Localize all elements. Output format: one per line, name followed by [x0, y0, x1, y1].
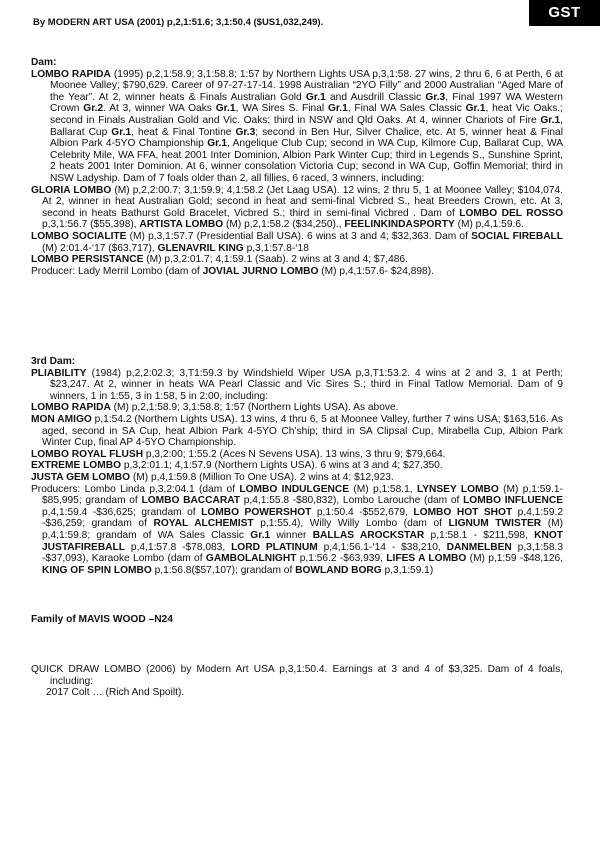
producer-text: (M) p,4,1:57.6- $24,898).	[318, 265, 434, 277]
horse-text: p,3,2:01.1; 4,1:57.9 (Northern Lights USA). 6 wins at 3 and 4; $27,350.	[121, 460, 443, 472]
dam-entry	[31, 69, 563, 185]
dam-text: . At 3, winner WA Oaks	[103, 103, 216, 115]
horse-text: (M) p,3,2:01.7; 4,1:59.1 (Saab). 2 wins at 3 and 4; $7,486.	[143, 254, 408, 266]
offspring-gloria	[31, 185, 563, 231]
offspring-socialite	[31, 231, 563, 254]
producers-text: p,4,1:56.1-‘14 - $38,210,	[317, 541, 447, 553]
grade: Gr.1	[215, 103, 236, 115]
dam-text: , WA Sires S. Final	[235, 103, 328, 115]
producers-text: p,4,1:55.8 -$80,832), Lombo Larouche (dam of	[240, 495, 464, 507]
horse-name: LOMBO HOT SHOT	[413, 506, 513, 518]
offspring-extreme	[31, 460, 563, 472]
producers-paragraph	[31, 484, 563, 577]
grade: Gr.2	[83, 103, 104, 115]
producers-text: p,1:55.4), Willy Willy Lombo (dam of	[253, 518, 449, 530]
producers-text: (M) p,1:59.1- $85,995; grandam of	[42, 483, 563, 507]
gst-badge: GST	[529, 0, 600, 26]
horse-name: LOMBO DEL ROSSO	[459, 207, 564, 219]
producers-text: p,3,1:59.1)	[381, 564, 434, 576]
horse-name: KNOT JUSTAFIREBALL	[42, 529, 564, 553]
horse-text: (M) p,2,1:58.2 ($34,250).,	[223, 219, 345, 231]
offspring-rapida	[31, 402, 563, 414]
dam-name: LOMBO RAPIDA	[31, 68, 111, 80]
horse-name: LOMBO SOCIALITE	[31, 230, 127, 242]
horse-name: FEELINKINDASPORTY	[344, 219, 455, 231]
third-dam-heading: 3rd Dam:	[31, 356, 76, 367]
quick-draw-section	[31, 664, 563, 699]
third-dam-section	[31, 356, 563, 576]
dam-text: , Final WA Sales Classic	[347, 103, 466, 115]
quick-draw-text: QUICK DRAW LOMBO (2006) by Modern Art USA p,3,1:50.4. Earnings at 3 and 4 of $3,325. Dam of 4 foals, including:	[31, 664, 563, 687]
producers-text: winner	[270, 529, 313, 541]
producer-text: Producer: Lady Merril Lombo (dam of	[31, 265, 203, 277]
horse-name: LORD PLATINUM	[231, 541, 318, 553]
grade: Gr.1	[250, 529, 271, 541]
dam-text: ; second in Ben Hur, Silver Chalice, etc. At 5, winner heat & Final Albion Park 4-5YO Championship	[50, 126, 563, 150]
producers-text: p,3,1:58.3 -$37,093), Karaoke Lombo (dam of	[42, 541, 563, 565]
family-line: Family of MAVIS WOOD –N24	[31, 614, 173, 625]
producers-text: p,1:56.8($57,107); grandam of	[151, 564, 296, 576]
offspring-amigo	[31, 414, 563, 449]
horse-name: MON AMIGO	[31, 413, 92, 425]
horse-name: BOWLAND BORG	[295, 564, 382, 576]
grade: Gr.1	[207, 138, 228, 150]
horse-name: LOMBO POWERSHOT	[201, 506, 312, 518]
producers-text: Producers: Lombo Linda p,3,2:04.1 (dam of	[31, 483, 240, 495]
producers-text: (M) p,4,1:59.8; grandam of WA Sales Classic	[42, 518, 563, 541]
grade: Gr.1	[327, 103, 348, 115]
dam-text: (1995) p,2,1:58.9; 3,1:58.8; 1:57 by Northern Lights USA p,3,1:58. 27 wins, 2 thru 6, 6 at Perth, 6 at Moonee Valley; $790,629. Career of 97-27-17-14. 1998 Australian “2YO Filly” and 2000 Australian “Aged Mare of the Year”. At 2, winner heats & Finals Australian Gold	[50, 68, 563, 103]
horse-text: p,3,2:00; 1:55.2 (Aces N Sevens USA). 13 wins, 3 thru 9; $79,664.	[143, 448, 446, 460]
offspring-flush	[31, 449, 563, 461]
third-dam-entry	[31, 368, 563, 403]
horse-name: LIFES A LOMBO	[386, 553, 467, 565]
dam-text: , Final 1997 WA Western Crown	[50, 91, 563, 115]
horse-name: GAMBOLALNIGHT	[205, 553, 297, 565]
horse-text: (M) p,4,1:59.6.	[454, 219, 524, 231]
offspring-persistance	[31, 254, 563, 266]
dam-text: , Ballarat Cup	[50, 114, 563, 138]
offspring-justa	[31, 472, 563, 484]
horse-name: BALLAS AROCKSTAR	[312, 529, 425, 541]
horse-name: ROYAL ALCHEMIST	[153, 518, 254, 530]
producers-text: p,4,1:59.2 -$36,259; grandam of	[42, 506, 564, 530]
third-dam-text: (1984) p,2,2:02.3; 3,T1:59.3 by Windshield Wiper USA p,3,T1:53.2. 4 wins at 2 and 3, 1 at Perth; $23,247. At 2, winner in heats WA Pearl Classic and Vic Sires S.; third in Final Tatlow Memorial. Dam of 9 winners, 1 in 1:55, 3 in 1:58, 5 in 2:00, including:	[50, 367, 563, 402]
horse-text: (M) p,2,1:58.9; 3,1:58.8; 1:57 (Northern Lights USA). As above.	[110, 402, 399, 414]
dam-text: , Angelique Club Cup; second in WA Cup, Kilmore Cup, Ballarat Cup, WA Celebrity Mile, WA FFA, heat 2001 Inter Dominion, Albion Park Winter Cup; third in Legends S., Sunshine Sprint, 2 heats 2001 Inter Dominion. At 6, winner consolation Victoria Cup; second in WA Cup, Goffin Memorial; third in NSW Ladyship. Dam of 7 foals older than 2, all fillies, 6 raced, 3 winners, including:	[50, 138, 564, 184]
producers-text: p,1:56.2 -$63,939,	[296, 553, 387, 565]
dam-text: , heat Vic Oaks.; second in Finals Australian Gold and Vic. Oaks; third in NSW and Qld Oaks. At 4, winner Chariots of Fire	[50, 103, 563, 126]
horse-name: JUSTA GEM LOMBO	[31, 471, 131, 483]
horse-name: LOMBO RAPIDA	[31, 402, 111, 414]
horse-name: LOMBO INFLUENCE	[463, 495, 563, 507]
horse-name: LYNSEY LOMBO	[416, 483, 499, 495]
grade: Gr.1	[465, 103, 486, 115]
horse-text: (M) 2:01.4-‘17 ($63,717),	[42, 242, 158, 254]
dam-section	[31, 57, 563, 277]
horse-name: EXTREME LOMBO	[31, 460, 121, 472]
horse-text: (M) p,3,1:57.7 (Presidential Ball USA). 6 wins at 3 and 4; $32,363. Dam of	[126, 230, 472, 242]
producers-text: (M) p,1:59 -$48,126,	[466, 553, 563, 565]
producer-line	[31, 266, 563, 278]
producers-text: p,1:58.1 - $211,598,	[424, 529, 535, 541]
dam-heading: Dam:	[31, 57, 57, 68]
dam-text: , heat & Final Tontine	[131, 126, 236, 138]
dam-text: and Ausdrill Classic	[325, 91, 426, 103]
horse-name: LOMBO PERSISTANCE	[31, 254, 144, 266]
producers-text: (M) p,1:58.1,	[349, 483, 417, 495]
producers-text: p,1:50.4 -$552,679,	[311, 506, 414, 518]
grade: Gr.1	[540, 114, 561, 126]
horse-name: ARTISTA LOMBO	[139, 219, 224, 231]
horse-name: LOMBO INDULGENCE	[239, 483, 349, 495]
third-dam-name: PLIABILITY	[31, 367, 87, 379]
grade: Gr.1	[111, 126, 132, 138]
horse-text: p,3,1:57.8-‘18	[243, 242, 309, 254]
horse-name: KING OF SPIN LOMBO	[42, 564, 152, 576]
horse-name: JOVIAL JURNO LOMBO	[202, 265, 319, 277]
horse-text: p,1:54.2 (Northern Lights USA). 13 wins, 4 thru 6, 5 at Moonee Valley, further 7 wins USA; $163,516. As aged, second in SA Cup, heat Albion Park 4-5YO Ch’ship; third in SA Clipsal Cup, Mirabella Cup, Albion Park Winter Cup, final AP 4-5YO Championship.	[42, 413, 563, 449]
producers-text: p,4,1:59.4 -$36,625; grandam of	[42, 506, 202, 518]
horse-name: LIGNUM TWISTER	[448, 518, 542, 530]
grade: Gr.3	[235, 126, 256, 138]
producers-text: p,4,1:57.8 -$78,083,	[125, 541, 232, 553]
horse-text: p,3,1:56.7 ($55,398),	[42, 219, 140, 231]
horse-name: LOMBO BACCARAT	[141, 495, 241, 507]
grade: Gr.3	[425, 91, 446, 103]
horse-text: (M) p,4,1:59.8 (Million To One USA). 2 wins at 4; $12,923.	[130, 471, 394, 483]
quick-draw-foal: 2017 Colt … (Rich And Spoilt).	[46, 687, 185, 699]
horse-name: SOCIAL FIREBALL	[471, 230, 564, 242]
sire-line: By MODERN ART USA (2001) p,2,1:51.6; 3,1:50.4 ($US1,032,249).	[33, 17, 324, 28]
horse-name: LOMBO ROYAL FLUSH	[31, 448, 144, 460]
grade: Gr.1	[305, 91, 326, 103]
horse-name: DANMELBEN	[446, 541, 512, 553]
horse-name: GLORIA LOMBO	[31, 184, 112, 196]
horse-text: (M) p,2,2:00.7; 3,1:59.9; 4,1:58.2 (Jet Laag USA). 12 wins, 2 thru 5, 1 at Moonee Valley; $104,074. At 2, winner in heat Australian Gold; second in heat and semi-final Vicbred S., heat Breeders Crown, etc. At 3, second in heats Bathurst Gold Bracelet, Vicbred S.; third in semi-final Vicbred . Dam of	[42, 184, 563, 219]
horse-name: GLENAVRIL KING	[157, 242, 244, 254]
